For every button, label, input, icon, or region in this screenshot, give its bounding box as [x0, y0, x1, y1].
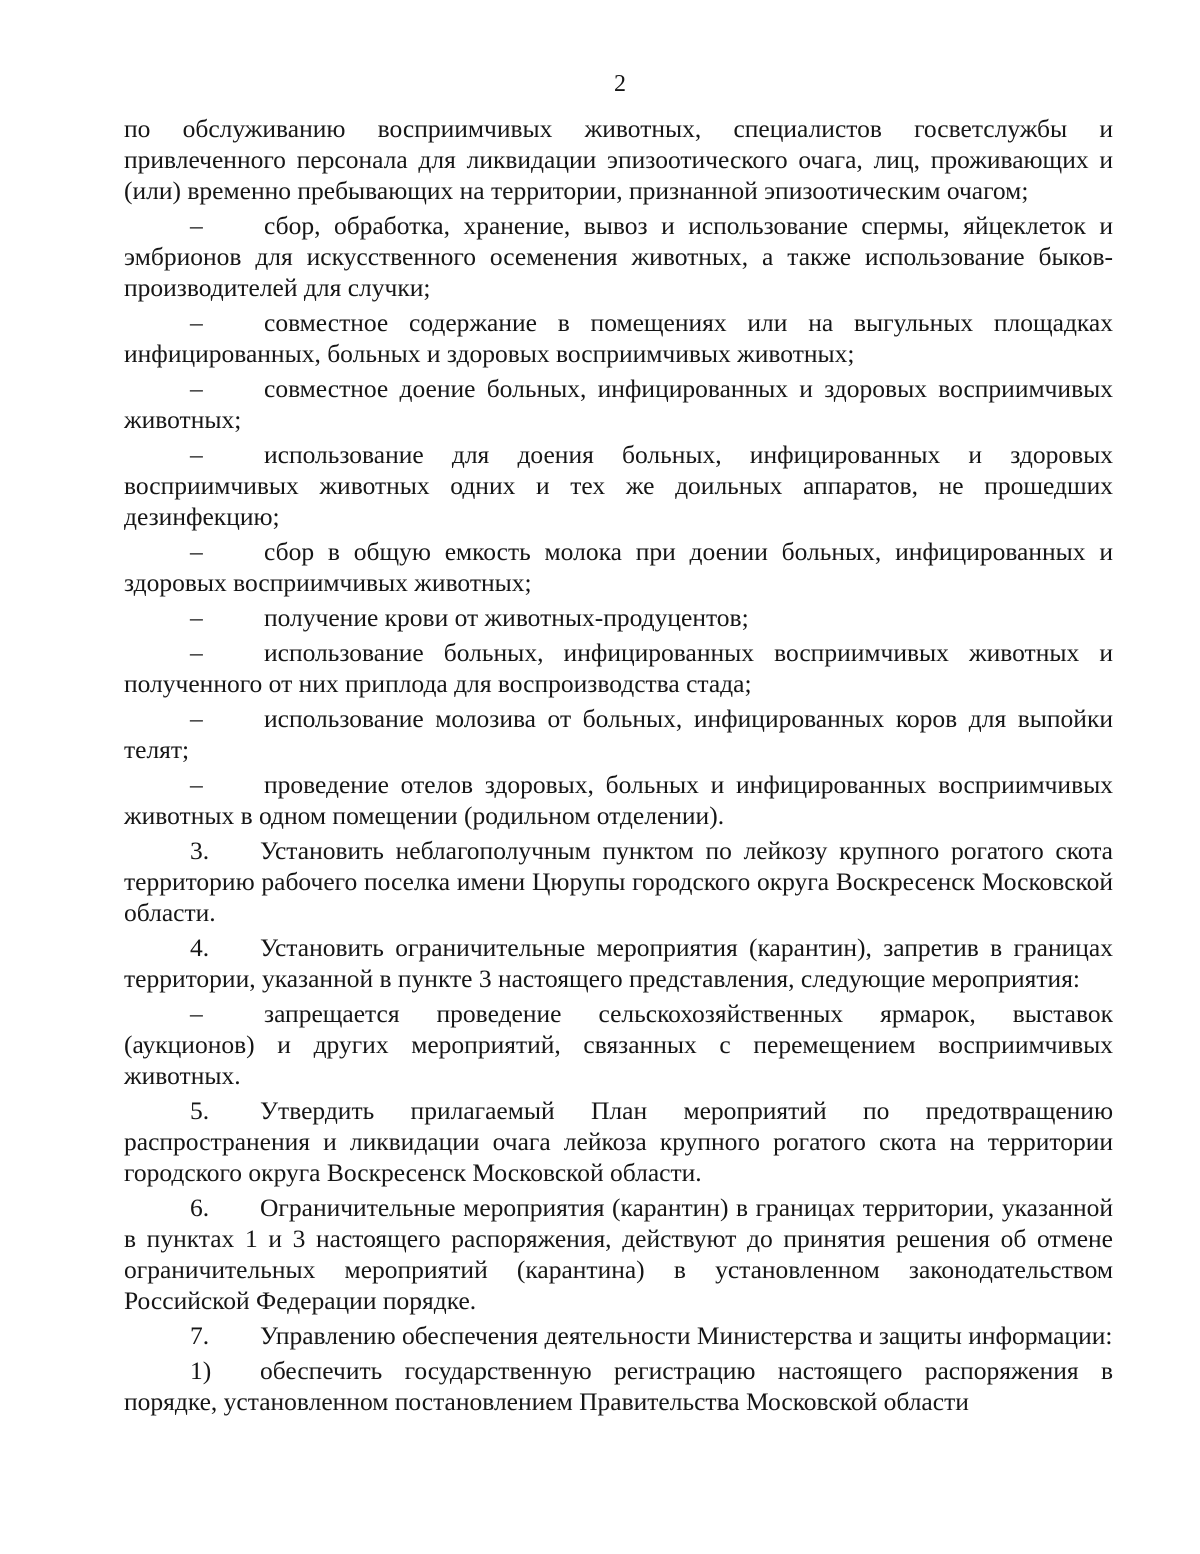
paragraph-text: обеспечить государственную регистрацию настоящего распоряжения в порядке, установленном постановлением Правительства Московской области [124, 1356, 1113, 1416]
numbered-subitem [124, 1355, 1113, 1417]
item-number: 4. [190, 933, 210, 962]
dash-marker: – [190, 638, 203, 667]
paragraph-text: Управлению обеспечения деятельности Министерства и защиты информации: [260, 1321, 1113, 1350]
paragraph-text: использование больных, инфицированных восприимчивых животных и полученного от них приплода для воспроизводства стада; [124, 638, 1113, 698]
item-number: 1) [190, 1356, 212, 1385]
numbered-item [124, 1095, 1113, 1188]
paragraph-continuation [124, 113, 1113, 206]
list-item [124, 602, 1113, 633]
paragraph-text: по обслуживанию восприимчивых животных, специалистов госветслужбы и привлеченного персонала для ликвидации эпизоотического очага, лиц, проживающих и (или) временно пребывающих на территории, признанной эпизоотическим очагом; [124, 114, 1113, 205]
paragraph-text: сбор в общую емкость молока при доении больных, инфицированных и здоровых восприимчивых животных; [124, 537, 1113, 597]
dash-marker: – [190, 440, 203, 469]
dash-marker: – [190, 704, 203, 733]
paragraph-text: Установить неблагополучным пунктом по лейкозу крупного рогатого скота территорию рабочего поселка имени Цюрупы городского округа Воскресенск Московской области. [124, 836, 1113, 927]
numbered-item [124, 835, 1113, 928]
list-item [124, 536, 1113, 598]
numbered-item [124, 932, 1113, 994]
paragraph-text: получение крови от животных-продуцентов; [264, 603, 749, 632]
dash-marker: – [190, 603, 203, 632]
paragraph-text: использование для доения больных, инфицированных и здоровых восприимчивых животных одних и тех же доильных аппаратов, не прошедших дезинфекцию; [124, 440, 1113, 531]
list-item [124, 210, 1113, 303]
dash-marker: – [190, 537, 203, 566]
paragraph-text: Ограничительные мероприятия (карантин) в границах территории, указанной в пунктах 1 и 3 настоящего распоряжения, действуют до принятия решения об отмене ограничительных мероприятий (карантина) в установленном законодательством Российской Федерации порядке. [124, 1193, 1113, 1315]
item-number: 7. [190, 1321, 210, 1350]
item-number: 5. [190, 1096, 210, 1125]
list-item [124, 307, 1113, 369]
dash-marker: – [190, 999, 203, 1028]
paragraph-text: запрещается проведение сельскохозяйственных ярмарок, выставок (аукционов) и других мероприятий, связанных с перемещением восприимчивых животных. [124, 999, 1113, 1090]
numbered-item [124, 1192, 1113, 1316]
dash-marker: – [190, 770, 203, 799]
list-item [124, 439, 1113, 532]
paragraph-text: совместное доение больных, инфицированных и здоровых восприимчивых животных; [124, 374, 1113, 434]
item-number: 6. [190, 1193, 210, 1222]
paragraph-text: Установить ограничительные мероприятия (карантин), запретив в границах территории, указанной в пункте 3 настоящего представления, следующие мероприятия: [124, 933, 1113, 993]
item-number: 3. [190, 836, 210, 865]
paragraph-text: совместное содержание в помещениях или на выгульных площадках инфицированных, больных и здоровых восприимчивых животных; [124, 308, 1113, 368]
dash-marker: – [190, 308, 203, 337]
list-item [124, 703, 1113, 765]
numbered-item [124, 1320, 1113, 1351]
page-number: 2 [614, 71, 626, 97]
dash-marker: – [190, 211, 203, 240]
paragraph-text: проведение отелов здоровых, больных и инфицированных восприимчивых животных в одном помещении (родильном отделении). [124, 770, 1113, 830]
paragraph-text: Утвердить прилагаемый План мероприятий по предотвращению распространения и ликвидации очага лейкоза крупного рогатого скота на территории городского округа Воскресенск Московской области. [124, 1096, 1113, 1187]
paragraph-text: использование молозива от больных, инфицированных коров для выпойки телят; [124, 704, 1113, 764]
list-item [124, 637, 1113, 699]
list-item [124, 769, 1113, 831]
document-body [124, 113, 1113, 1421]
list-item [124, 373, 1113, 435]
list-item [124, 998, 1113, 1091]
dash-marker: – [190, 374, 203, 403]
paragraph-text: сбор, обработка, хранение, вывоз и использование спермы, яйцеклеток и эмбрионов для искусственного осеменения животных, а также использование быков-производителей для случки; [124, 211, 1113, 302]
